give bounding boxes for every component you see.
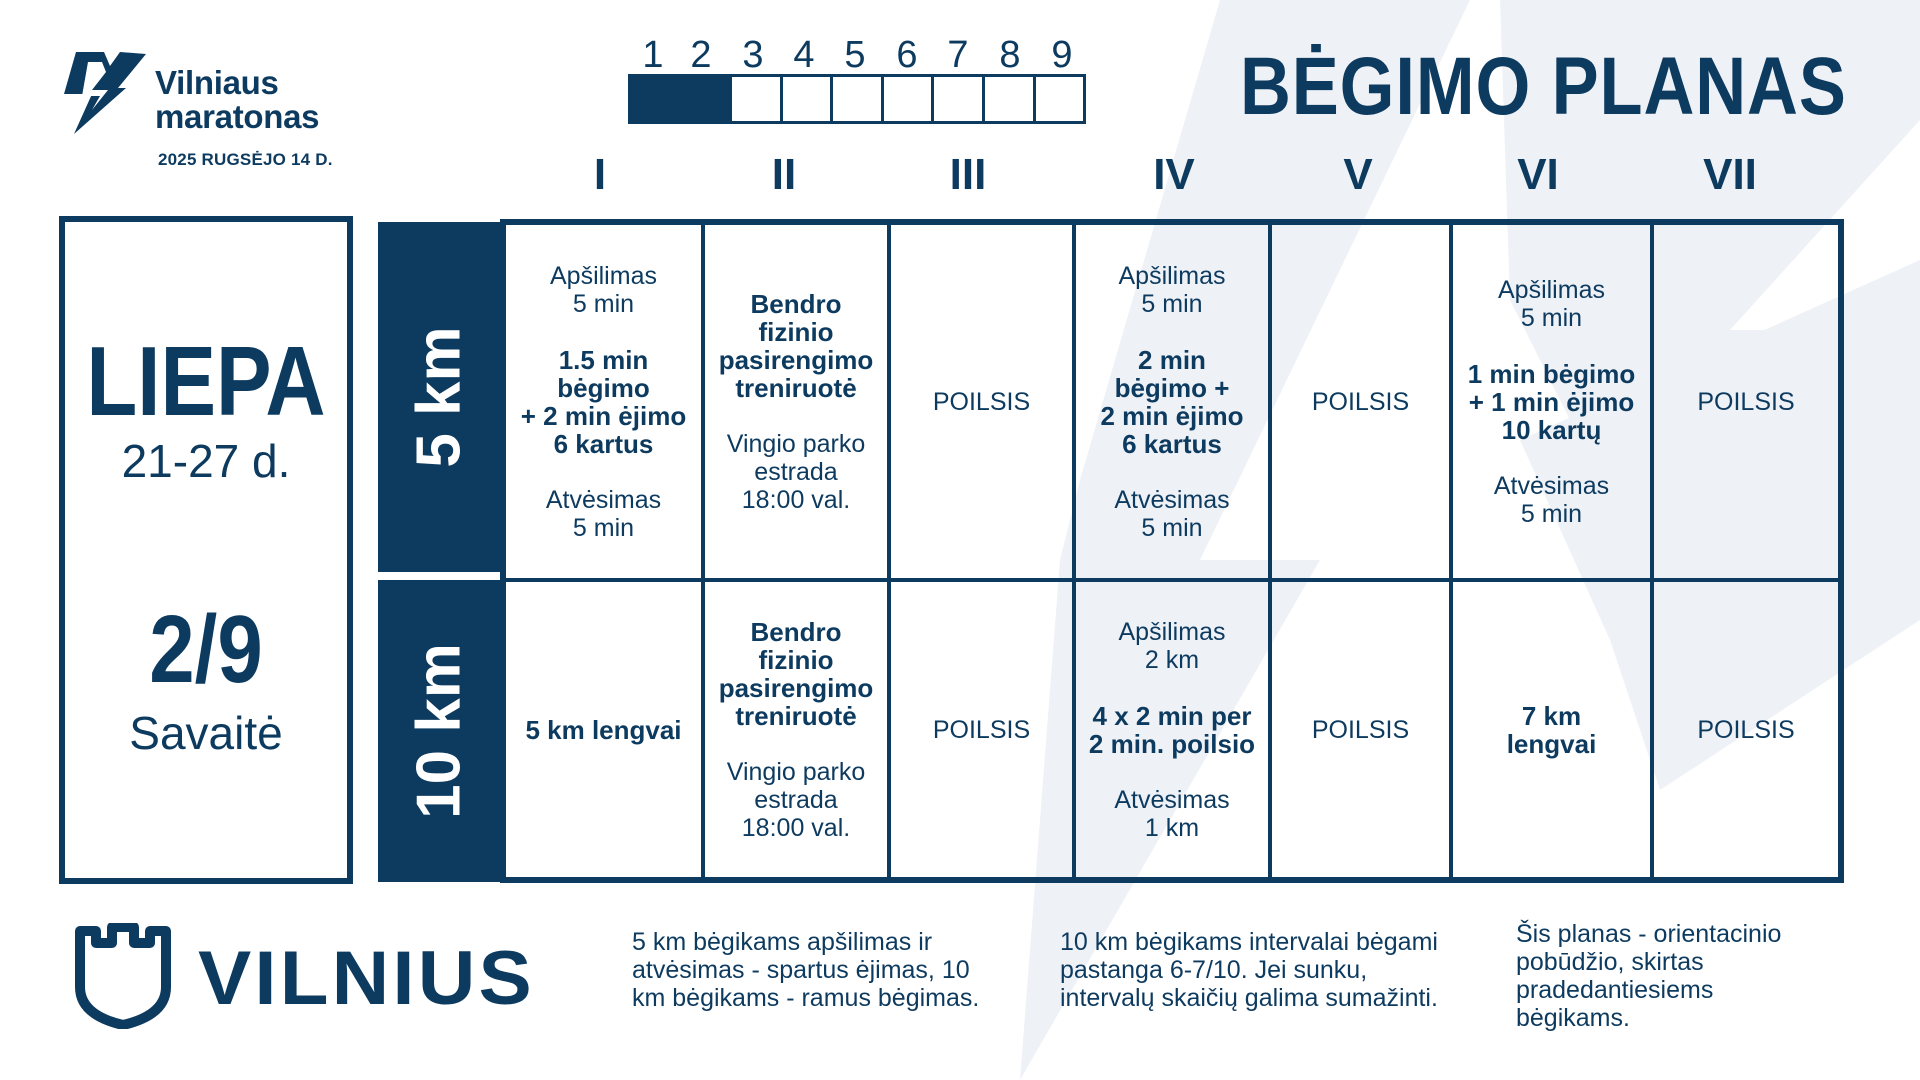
progress-segment — [830, 77, 881, 121]
week-number: 2/9 — [149, 596, 263, 703]
lightning-bolt-icon — [62, 48, 148, 136]
training-plan-grid — [500, 219, 1844, 883]
progress-segment — [982, 77, 1033, 121]
marathon-logo-text — [155, 66, 319, 134]
day-header-5: V — [1343, 150, 1373, 199]
progress-segment — [931, 77, 982, 121]
progress-segment — [729, 77, 780, 121]
progress-number: 1 — [642, 34, 664, 76]
day-header-1: I — [593, 150, 607, 199]
date-range: 21-27 d. — [121, 435, 291, 487]
plan-cell-5km-day5: POILSIS — [1311, 387, 1410, 416]
day-header-7: VII — [1703, 150, 1757, 199]
plan-cell-5km-day7: POILSIS — [1697, 387, 1795, 416]
plan-cell-5km-day6: Apšilimas 5 min 1 min bėgimo + 1 min ėjimo 10 kartų Atvėsimas 5 min — [1467, 275, 1636, 528]
progress-segment — [679, 77, 730, 121]
plan-cell-10km-day4: Apšilimas 2 km 4 x 2 min per 2 min. poilsio Atvėsimas 1 km — [1088, 617, 1256, 842]
progress-segment — [881, 77, 932, 121]
footer-note-1: 5 km bėgikams apšilimas ir atvėsimas - spartus ėjimas, 10 km bėgikams - ramus bėgimas. — [632, 928, 980, 1012]
week-progress-bar — [628, 74, 1086, 124]
progress-segment — [631, 77, 679, 121]
progress-segment — [780, 77, 831, 121]
day-header-4: IV — [1153, 150, 1195, 199]
progress-number: 8 — [999, 34, 1021, 76]
plan-cell-10km-day3: POILSIS — [932, 715, 1031, 744]
footer-note-3: Šis planas - orientacinio pobūdžio, skirtas pradedantiesiems bėgikams. — [1516, 920, 1782, 1032]
progress-number: 6 — [896, 34, 918, 76]
week-label: Savaitė — [129, 707, 283, 759]
progress-number: 3 — [742, 34, 764, 76]
page-title: BĖGIMO PLANAS — [1240, 41, 1847, 132]
distance-label-10km — [378, 580, 500, 882]
plan-cell-10km-day6: 7 km lengvai — [1506, 700, 1597, 759]
progress-number: 4 — [793, 34, 815, 76]
period-box — [59, 216, 353, 884]
vilnius-crown-shield-icon — [74, 923, 172, 1029]
plan-cell-5km-day4: Apšilimas 5 min 2 min bėgimo + 2 min ėjimo 6 kartus Atvėsimas 5 min — [1100, 261, 1244, 542]
plan-cell-10km-day1: 5 km lengvai — [525, 714, 682, 745]
plan-cell-5km-day2: Bendro fizinio pasirengimo treniruotė Vingio parko estrada 18:00 val. — [718, 288, 874, 514]
progress-number: 5 — [844, 34, 866, 76]
month-label: LIEPA — [86, 326, 326, 436]
logo-line-1: Vilniaus — [155, 64, 279, 101]
plan-cell-5km-day3: POILSIS — [932, 387, 1031, 416]
marathon-date: 2025 RUGSĖJO 14 D. — [158, 150, 333, 169]
distance-text: 10 km — [404, 643, 474, 819]
progress-number: 7 — [947, 34, 969, 76]
progress-segment — [1033, 77, 1084, 121]
plan-cell-5km-day1: Apšilimas 5 min 1.5 min bėgimo + 2 min ėjimo 6 kartus Atvėsimas 5 min — [520, 261, 687, 542]
distance-text: 5 km — [404, 326, 474, 468]
footer-note-2: 10 km bėgikams intervalai bėgami pastanga 6-7/10. Jei sunku, intervalų skaičių galima sumažinti. — [1060, 928, 1438, 1012]
progress-number: 2 — [690, 34, 712, 76]
week-progress-numbers — [628, 34, 1088, 74]
plan-cell-10km-day5: POILSIS — [1311, 715, 1410, 744]
vilnius-wordmark: VILNIUS — [198, 936, 535, 1021]
logo-line-2: maratonas — [155, 98, 320, 135]
day-header-6: VI — [1517, 150, 1559, 199]
day-header-2: II — [771, 150, 797, 199]
plan-cell-10km-day2: Bendro fizinio pasirengimo treniruotė Vingio parko estrada 18:00 val. — [718, 616, 874, 842]
progress-number: 9 — [1051, 34, 1073, 76]
day-header-3: III — [949, 150, 987, 199]
distance-label-5km — [378, 222, 500, 572]
plan-cell-10km-day7: POILSIS — [1697, 715, 1795, 744]
